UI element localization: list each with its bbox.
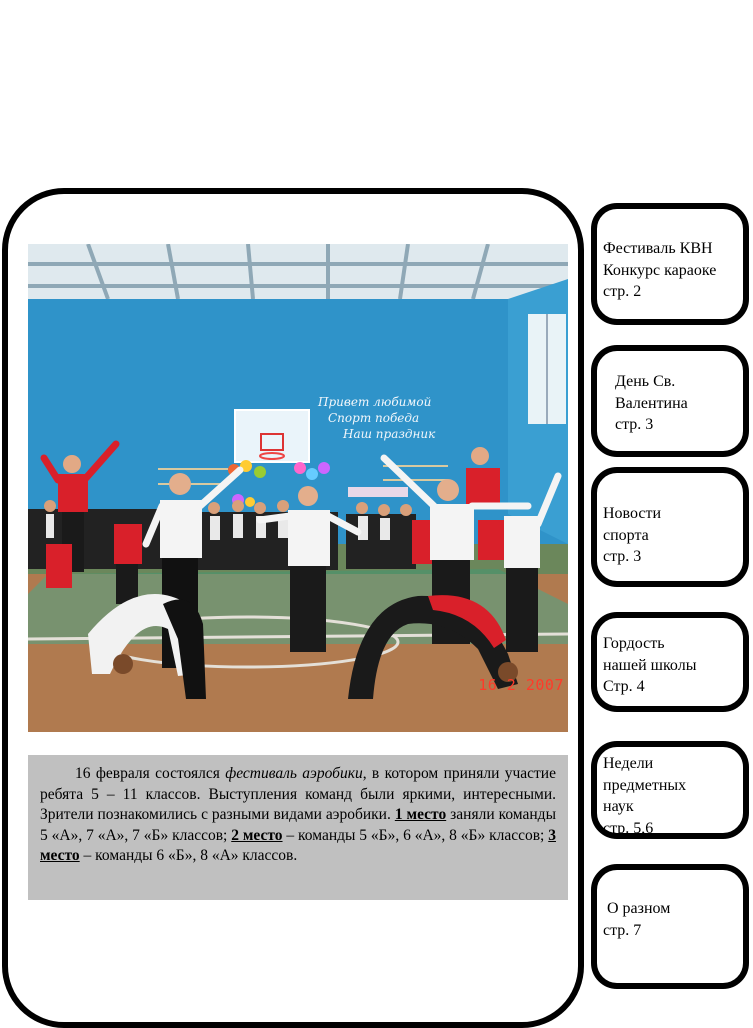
sidebar-box-misc[interactable]: О разном стр. 7	[591, 864, 749, 989]
aerobics-festival-photo	[28, 244, 568, 732]
second-place-label: 2 место	[231, 826, 283, 844]
sidebar-box-school-pride[interactable]: Гордость нашей школы Стр. 4	[591, 612, 749, 712]
third-place-label: 3 место	[40, 826, 556, 865]
sidebar-box-sport-news[interactable]: Новости спорта стр. 3	[591, 467, 749, 587]
wall-slogan-1: Привет любимой	[318, 395, 432, 409]
first-place-label: 1 место	[394, 806, 447, 824]
festival-name: фестиваль аэробики	[225, 765, 363, 782]
sidebar-box-subject-weeks[interactable]: Недели предметных наук стр. 5,6	[591, 741, 749, 839]
article-paragraph: 16 февраля состоялся фестиваль аэробики, в котором приняли участие ребята 5 – 11 классов. Выступления команд были яркими, интересными. Зрители познакомились с разными видами аэробики. 1 место заняли команды 5 «А», 7 «А», 7 «Б» классов; 2 место – команды 5 «Б», 6 «А», 8 «Б» классов; 3 место – команды 6 «Б», 8 «А» классов.	[40, 765, 556, 865]
wall-slogan-3: Наш праздник	[343, 427, 436, 441]
sidebar-box-kvn[interactable]: Фестиваль КВН Конкурс караоке стр. 2	[591, 203, 749, 325]
photo-date-stamp: 16 2 2007	[478, 676, 564, 694]
article-text-box	[28, 755, 568, 900]
sidebar-box-valentine[interactable]: День Св. Валентина стр. 3	[591, 345, 749, 457]
wall-slogan-2: Спорт победа	[328, 411, 420, 425]
